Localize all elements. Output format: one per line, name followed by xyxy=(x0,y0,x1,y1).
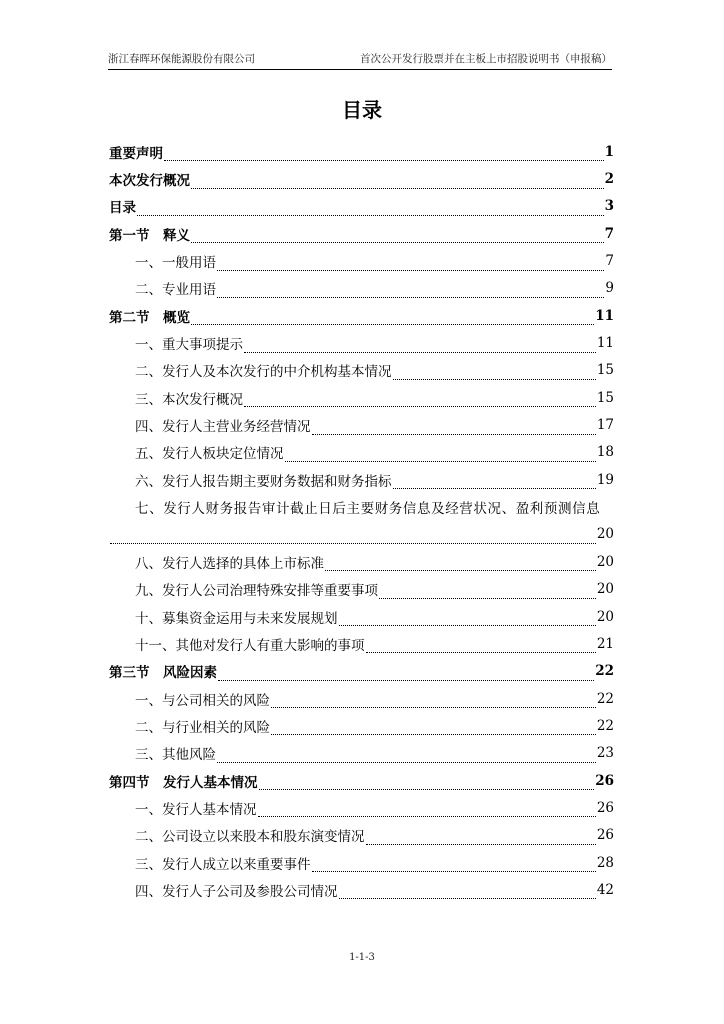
toc-entry-label: 第二节 概览 xyxy=(109,309,190,326)
toc-entry-page: 19 xyxy=(596,471,614,488)
toc-leader xyxy=(339,886,596,899)
toc-leader xyxy=(191,230,604,243)
toc-leader xyxy=(217,258,604,271)
toc-entry[interactable] xyxy=(109,603,614,630)
toc-entry-label: 三、其他风险 xyxy=(135,747,216,764)
toc-entry-page: 9 xyxy=(605,280,614,297)
page-header xyxy=(108,51,612,66)
toc-leader xyxy=(379,586,596,599)
toc-entry[interactable] xyxy=(109,876,614,903)
toc-entry-page: 20 xyxy=(596,553,614,570)
toc-entry[interactable] xyxy=(109,767,614,794)
toc-entry-label: 第一节 释义 xyxy=(109,227,190,244)
toc-entry-page: 11 xyxy=(596,335,614,352)
toc-leader xyxy=(259,777,595,790)
toc-entry[interactable] xyxy=(109,275,614,302)
toc-entry[interactable] xyxy=(109,849,614,876)
toc-entry-label: 本次发行概况 xyxy=(109,173,190,190)
toc-entry-page: 23 xyxy=(596,745,614,762)
toc-entry-label: 八、发行人选择的具体上市标准 xyxy=(135,555,324,572)
toc-entry[interactable] xyxy=(109,658,614,685)
toc-entry-page: 2 xyxy=(604,171,614,188)
toc-leader xyxy=(325,558,596,571)
toc-entry-page: 20 xyxy=(596,526,614,543)
toc-entry[interactable] xyxy=(109,193,614,220)
toc-entry-page: 21 xyxy=(596,635,614,652)
toc-entry-label: 四、发行人主营业务经营情况 xyxy=(135,419,311,436)
toc-leader xyxy=(366,640,596,653)
toc-entry-label: 三、本次发行概况 xyxy=(135,391,243,408)
toc-entry-label: 四、发行人子公司及参股公司情况 xyxy=(135,883,338,900)
footer-page-number: 1-1-3 xyxy=(349,952,375,963)
toc-entry[interactable] xyxy=(109,165,614,192)
toc-entry[interactable] xyxy=(109,439,614,466)
toc-leader xyxy=(271,695,596,708)
toc-leader xyxy=(285,449,596,462)
toc-entry[interactable] xyxy=(109,220,614,247)
toc-entry-page: 26 xyxy=(596,827,614,844)
toc-entry[interactable] xyxy=(109,548,614,575)
toc-entry[interactable] xyxy=(109,794,614,821)
toc-entry-label: 二、公司设立以来股本和股东演变情况 xyxy=(135,829,365,846)
toc-entry-label: 二、发行人及本次发行的中介机构基本情况 xyxy=(135,364,392,381)
toc-entry-page: 15 xyxy=(596,389,614,406)
toc-entry[interactable] xyxy=(109,384,614,411)
toc-entry-label: 九、发行人公司治理特殊安排等重要事项 xyxy=(135,583,378,600)
toc-entry-label: 一、与公司相关的风险 xyxy=(135,692,270,709)
toc-entry[interactable] xyxy=(109,822,614,849)
toc-leader xyxy=(393,476,596,489)
toc-entry[interactable] xyxy=(109,712,614,739)
toc-entry-page: 42 xyxy=(596,881,614,898)
toc-entry-label: 一、一般用语 xyxy=(135,255,216,272)
toc-entry-page: 22 xyxy=(595,663,614,680)
toc-entry[interactable] xyxy=(109,740,614,767)
toc-entry-label: 五、发行人板块定位情况 xyxy=(135,446,284,463)
toc-entry[interactable] xyxy=(109,138,614,165)
toc-entry[interactable] xyxy=(109,493,614,520)
toc-entry-label: 二、与行业相关的风险 xyxy=(135,719,270,736)
toc-leader xyxy=(164,148,604,161)
toc-leader xyxy=(191,312,594,325)
page-title: 目录 xyxy=(342,98,382,122)
toc-entry-label: 目录 xyxy=(109,200,136,217)
toc-entry-page: 28 xyxy=(596,854,614,871)
page-footer xyxy=(0,952,724,963)
toc-entry-label: 三、发行人成立以来重要事件 xyxy=(135,856,311,873)
toc-entry-page: 20 xyxy=(596,581,614,598)
toc-entry-label: 一、发行人基本情况 xyxy=(135,801,257,818)
toc-entry-page: 3 xyxy=(604,198,614,215)
toc-leader xyxy=(217,285,604,298)
toc-entry-label: 一、重大事项提示 xyxy=(135,337,243,354)
toc-entry[interactable] xyxy=(109,466,614,493)
toc-entry-label: 第四节 发行人基本情况 xyxy=(109,774,258,791)
toc-entry-page: 15 xyxy=(596,362,614,379)
toc-leader xyxy=(366,832,596,845)
toc-entry-page: 17 xyxy=(596,417,614,434)
toc-leader xyxy=(244,394,596,407)
toc-entry-page: 22 xyxy=(596,690,614,707)
toc-entry-page: 22 xyxy=(596,717,614,734)
toc-entry-label: 重要声明 xyxy=(109,145,163,162)
table-of-contents xyxy=(109,138,614,904)
toc-leader xyxy=(339,613,596,626)
toc-leader xyxy=(258,804,596,817)
toc-leader xyxy=(137,203,604,216)
toc-entry-page: 18 xyxy=(596,444,614,461)
toc-entry-label: 七、发行人财务报告审计截止日后主要财务信息及经营状况、盈利预测信息 xyxy=(135,501,601,518)
toc-entry-page: 1 xyxy=(604,143,614,160)
toc-entry-page: 7 xyxy=(605,253,614,270)
toc-entry[interactable] xyxy=(109,685,614,712)
header-document-title: 首次公开发行股票并在主板上市招股说明书（申报稿） xyxy=(360,53,612,65)
toc-entry[interactable] xyxy=(109,302,614,329)
toc-entry-page: 11 xyxy=(595,307,614,324)
toc-entry[interactable] xyxy=(109,411,614,438)
toc-entry[interactable] xyxy=(109,357,614,384)
toc-entry-label: 十一、其他对发行人有重大影响的事项 xyxy=(135,637,365,654)
toc-leader xyxy=(244,340,596,353)
toc-entry-page: 20 xyxy=(596,608,614,625)
toc-entry-label: 二、专业用语 xyxy=(135,282,216,299)
toc-entry[interactable] xyxy=(109,329,614,356)
toc-entry-page: 7 xyxy=(604,225,614,242)
toc-leader xyxy=(110,531,596,544)
toc-leader xyxy=(393,367,596,380)
toc-entry-label: 六、发行人报告期主要财务数据和财务指标 xyxy=(135,473,392,490)
toc-entry[interactable] xyxy=(109,576,614,603)
toc-leader xyxy=(217,750,596,763)
toc-leader xyxy=(312,859,596,872)
toc-entry[interactable] xyxy=(109,630,614,657)
toc-entry-label: 十、募集资金运用与未来发展规划 xyxy=(135,610,338,627)
toc-entry[interactable] xyxy=(109,247,614,274)
toc-entry-page: 26 xyxy=(596,799,614,816)
toc-entry-label: 第三节 风险因素 xyxy=(109,665,217,682)
toc-leader xyxy=(218,668,594,681)
toc-leader xyxy=(271,722,596,735)
toc-entry-continuation[interactable] xyxy=(109,521,614,548)
toc-entry-page: 26 xyxy=(595,772,614,789)
toc-leader xyxy=(312,422,596,435)
header-rule xyxy=(108,69,612,70)
toc-leader xyxy=(191,176,604,189)
header-company: 浙江春晖环保能源股份有限公司 xyxy=(108,53,255,65)
